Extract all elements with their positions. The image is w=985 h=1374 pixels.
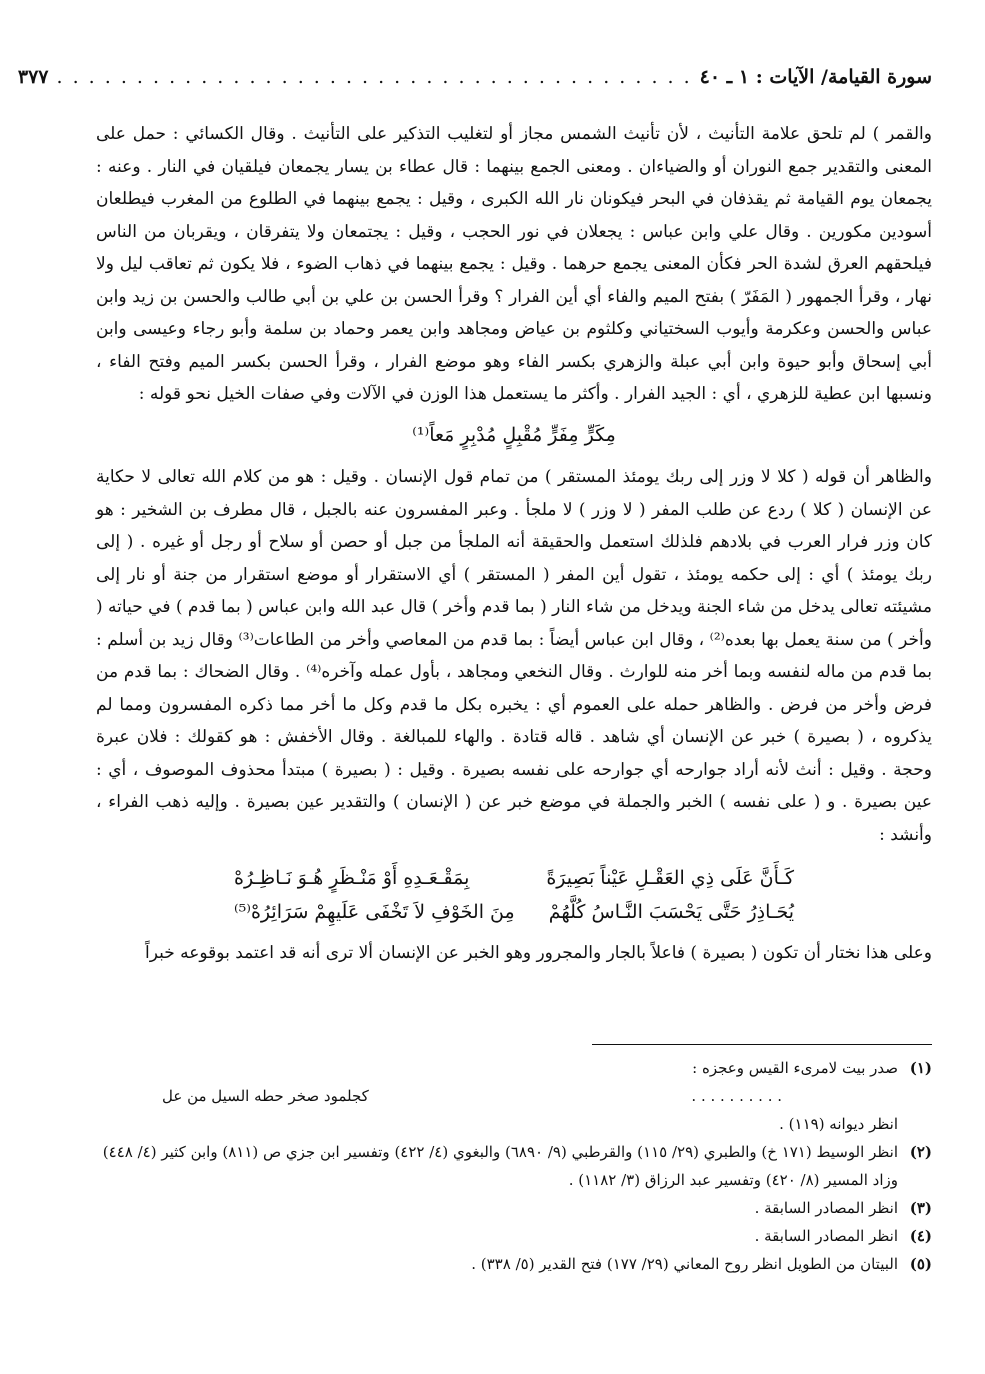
footnote-5 xyxy=(96,1250,932,1278)
footnote-1-half-right: . . . . . . . . . . xyxy=(691,1087,782,1105)
footnote-3 xyxy=(96,1194,932,1222)
header-title: سورة القيامة/ الآيات : ١ ـ ٤٠ xyxy=(699,66,932,88)
main-text xyxy=(96,118,932,970)
footnote-text: انظر الوسيط (١٧١ خ) والطبري (٢٩/ ١١٥) والقرطبي (٩/ ٦٨٩٠) والبغوي (٤/ ٤٢٢) وتفسير ابن جزي ص (٨١١) وابن كثير (٤/ ٤٤٨) وزاد المسير (٨/ ٤٢٠) وتفسير عبد الرزاق (٣/ ١١٨٢) . xyxy=(102,1143,898,1189)
footnotes xyxy=(96,1054,932,1278)
footnote-4 xyxy=(96,1222,932,1250)
poetry-couplet xyxy=(234,861,794,929)
header-leader-dots: . . . . . . . . . . . . . . . . . . . . . . . . . . . . . . . . . . . . . . . . xyxy=(56,66,692,88)
footnote-1-extra: انظر ديوانه (١١٩) . xyxy=(779,1115,898,1133)
footnote-2 xyxy=(96,1138,932,1194)
hemistich-2a: يُحَـاذِرُ حَتَّى يَحْسَبَ النَّـاسُ كُلَّهُمْ xyxy=(548,901,794,923)
footnote-text: انظر المصادر السابقة . xyxy=(754,1227,898,1245)
footnote-1-verse xyxy=(162,1082,782,1110)
couplet-line-2 xyxy=(234,895,794,929)
hemistich-1a: كَـأَنَّ عَلَى ذِي العَقْـلِ عَيْناً بَصِيرَةً xyxy=(546,867,794,889)
footnote-number: (٥) xyxy=(909,1255,932,1273)
footnote-1 xyxy=(96,1054,932,1082)
footnote-number: (٢) xyxy=(909,1143,932,1161)
running-header xyxy=(17,66,932,96)
footnote-divider xyxy=(592,1044,932,1045)
paragraph-3: وعلى هذا نختار أن تكون ( بصيرة ) فاعلاً بالجار والمجرور وهو الخبر عن الإنسان ألا ترى أنه قد اعتمد بوقوعه خبراً xyxy=(144,943,932,963)
page-number: ٣٧٧ xyxy=(17,66,49,88)
couplet-line-1 xyxy=(234,861,794,895)
footnote-text: صدر بيت لامرىء القيس وعجزه : xyxy=(692,1059,898,1077)
verse-line: مِكَرٍّ مِفَرٍّ مُقْبِلٍ مُدْبِرٍ مَعاً⁽¹⁾ xyxy=(412,423,616,446)
hemistich-1b: بِمَقْـعَـدِهِ أَوْ مَنْـظَرٍ هُـوَ نَـاظِـرُهْ xyxy=(234,867,470,889)
paragraph-1: والقمر ) لم تلحق علامة التأنيث ، لأن تأنيث الشمس مجاز أو لتغليب التذكير على التأنيث . وقال الكسائي : حمل على المعنى والتقدير جمع النوران أو والضياءان . ومعنى الجمع بينهما : قال عطاء بن يسار يجمعان فيلقيان في النار . وعنه : يجمعان يوم القيامة ثم يقذفان في البحر فيكونان نار الله الكبرى ، وقيل : يجمع بينهما في الطلوع من المغرب فيطلعان أسودين مكورين . وقال علي وابن عباس : يجعلان في نور الحجب ، وقيل : يجتمعان ولا يتفرقان ، ويقربان من الناس فيلحقهم العرق لشدة الحر فكأن المعنى يجمع حرهما . وقيل : يجمع بينهما في ذهاب الضوء ، فلا يكون ثم تعاقب ليل ولا نهار ، وقرأ الجمهور ( المَفَرّ ) بفتح الميم والفاء أي أين الفرار ؟ وقرأ الحسن بن علي بن أبي طالب والحسن بن زيد وابن عباس والحسن وعكرمة وأيوب السختياني وكلثوم بن عياض ومجاهد وابن يعمر وحماد بن سلمة وأبو رجاء وعيسى وابن أبي إسحاق وأبو حيوة وابن أبي عبلة والزهري بكسر الفاء وهو موضع الفرار ، وقرأ الحسن بكسر الميم وفتح الفاء ، ونسبها ابن عطية للزهري ، أي : الجيد الفرار . وأكثر ما يستعمل هذا الوزن في الآلات وفي صفات الخيل نحو قوله : xyxy=(96,124,932,404)
paragraph-2: والظاهر أن قوله ( كلا لا وزر إلى ربك يومئذ المستقر ) من تمام قول الإنسان . وقيل : هو من كلام الله تعالى لا حكاية عن الإنسان ( كلا ) ردع عن طلب المفر ( لا وزر ) لا ملجأ . وعبر المفسرون عنه بالجبل ، قال مطرف بن الشخير : هو كان وزر فرار العرب في بلادهم فلذلك استعمل والحقيقة أنه الملجأ من جبل أو حصن أو سلاح أو رجل أو غيره . ( إلى ربك يومئذ ) أي : إلى حكمه يومئذ ، تقول أين المفر ( المستقر ) أي الاستقرار أو موضع استقرار من جنة أو نار إلى مشيئته تعالى يدخل من شاء الجنة ويدخل من شاء النار ( بما قدم وأخر ) قال عبد الله وابن عباس ( بما قدم ) في حياته ( وأخر ) من سنة يعمل بها بعده⁽²⁾ ، وقال ابن عباس أيضاً : بما قدم من المعاصي وأخر من الطاعات⁽³⁾ وقال زيد بن أسلم : بما قدم من ماله لنفسه وبما أخر منه للوارث . وقال النخعي ومجاهد ، بأول عمله وآخره⁽⁴⁾ . وقال الضحاك : بما قدم من فرض وأخر من فرض . والظاهر حمله على العموم أي : يخبره بكل ما قدم وكل ما أخر مما ذكره المفسرون ومما لم يذكروه ، ( بصيرة ) خبر عن الإنسان أي شاهد . قاله قتادة . والهاء للمبالغة . وقال الأخفش : هو كقولك : فلان عبرة وحجة . وقيل : أنث لأنه أراد جوارحه أي جوارحه على نفسه بصيرة . وقيل : ( بصيرة ) مبتدأ محذوف الموصوف ، أي : عين بصيرة . و ( على نفسه ) الخبر والجملة في موضع خبر عن ( الإنسان ) والتقدير عين بصيرة . وإليه ذهب الفراء ، وأنشد : xyxy=(96,467,933,845)
footnote-text: البيتان من الطويل انظر روح المعاني (٢٩/ ١٧٧) فتح القدير (٥/ ٣٣٨) . xyxy=(471,1255,898,1273)
footnote-number: (٣) xyxy=(909,1199,932,1217)
footnote-1-half-left: كجلمود صخر حطه السيل من عل xyxy=(162,1087,369,1105)
footnote-text: انظر المصادر السابقة . xyxy=(754,1199,898,1217)
hemistich-2b: مِنَ الخَوْفِ لاَ تَخْفَى عَلَيهِمْ سَرَائِرُهْ⁽⁵⁾ xyxy=(234,901,515,923)
footnote-number: (١) xyxy=(909,1059,932,1077)
footnote-number: (٤) xyxy=(909,1227,932,1245)
